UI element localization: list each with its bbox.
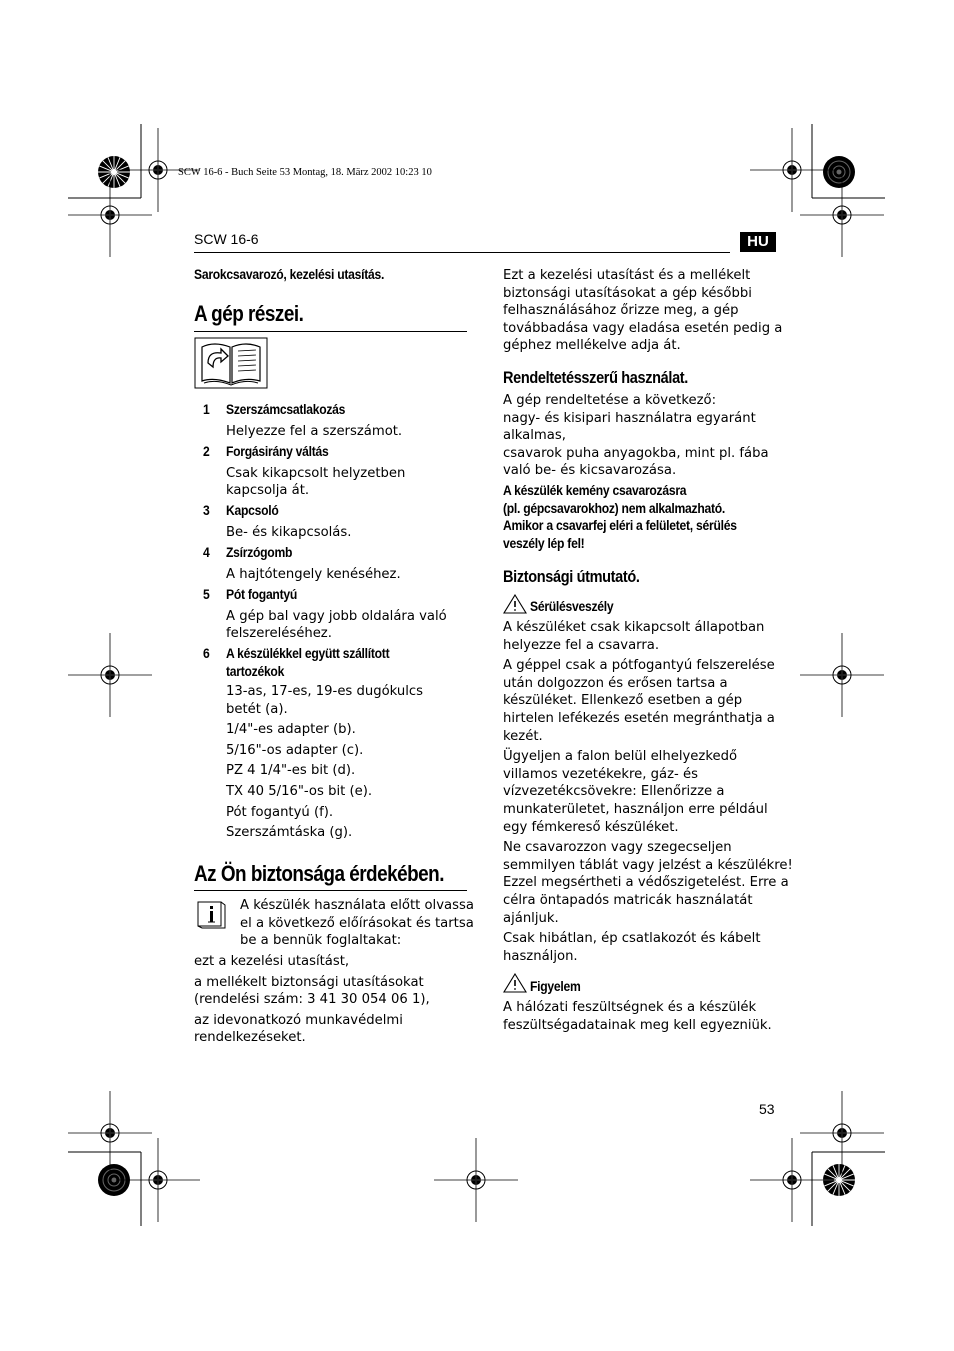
item-title: Zsírzógomb (226, 545, 293, 560)
section-rule-safety (194, 890, 467, 891)
item-title: Szerszámcsatlakozás (226, 402, 346, 417)
item-title: A készülékkel együtt szállított (226, 646, 390, 661)
list-item (203, 401, 467, 443)
item-desc: felszereléséhez. (226, 626, 332, 642)
book-icon (194, 337, 268, 389)
paragraph: az idevonatkozó munkavédelmi rendelkezéseket. (194, 1012, 403, 1046)
section-title-parts: A gép részei. (194, 301, 304, 326)
language-badge (740, 232, 776, 252)
accessory-item: 1/4"-es adapter (b). (226, 722, 356, 738)
item-desc: A gép bal vagy jobb oldalára való (226, 608, 447, 624)
item-number: 5 (203, 587, 210, 602)
item-desc: Be- és kikapcsolás. (226, 524, 352, 540)
parts-list (203, 401, 467, 845)
paragraph: Ügyeljen a falon belül elhelyezkedő villamos vezetékekre, gáz- és vízvezetékcsövekre: Ellenőrizze a munkaterületet, használjon erre például egy fémkereső készüléket. (503, 749, 768, 835)
paragraph: Csak hibátlan, ép csatlakozót és kábelt használjon. (503, 931, 761, 964)
safety-notes (503, 619, 793, 968)
intended-use-warning: A készülék kemény csavarozásra (pl. gépcsavarokhoz) nem alkalmazható. Amikor a csavarfej eléri a felületet, sérülés veszély lép fel! (503, 483, 737, 551)
accessory-item: 5/16"-os adapter (c). (226, 742, 364, 758)
item-desc: Helyezze fel a szerszámot. (226, 423, 403, 439)
item-number: 4 (203, 545, 210, 560)
list-item (203, 586, 467, 645)
item-title: Pót fogantyú (226, 587, 298, 602)
item-number: 2 (203, 444, 210, 459)
accessory-list (226, 683, 467, 842)
paragraph: A géppel csak a pótfogantyú felszerelése után dolgozzon és erősen tartsa a készüléket. Ellenkező esetben a gép hirtelen lefékezés esetén megránthatja a kezét. (503, 658, 775, 744)
item-number: 3 (203, 503, 210, 518)
safety-docs-list (194, 953, 469, 1050)
warning-icon (503, 594, 527, 614)
accessory-item: 13-as, 17-es, 19-es dugókulcs betét (a). (226, 684, 424, 717)
language-badge-text: HU (747, 233, 769, 250)
attention-label: Figyelem (530, 979, 581, 994)
item-title: Forgásirány váltás (226, 444, 329, 459)
info-icon (194, 899, 228, 929)
section-title-safety: Az Ön biztonsága érdekében. (194, 861, 444, 886)
accessory-item: PZ 4 1/4"-es bit (d). (226, 763, 356, 779)
document-subtitle: Sarokcsavarozó, kezelési utasítás. (194, 267, 385, 282)
list-item (203, 502, 467, 544)
paragraph: Ne csavarozzon vagy szegecseljen semmilyen táblát vagy jelzést a készülékre! Ezzel megsértheti a védőszigetelést. Erre a célra öntapadós matricák használatát ajánljuk. (503, 840, 793, 926)
accessory-item: TX 40 5/16"-os bit (e). (226, 783, 373, 799)
section-title-safety-notes: Biztonsági útmutató. (503, 568, 640, 586)
model-header: SCW 16-6 (194, 231, 259, 247)
paragraph: a mellékelt biztonsági utasításokat (rendelési szám: 3 41 30 054 06 1), (194, 974, 430, 1008)
injury-hazard-label: Sérülésveszély (530, 599, 614, 614)
item-title: tartozékok (226, 664, 285, 679)
paragraph: A készüléket csak kikapcsolt állapotban helyezze fel a csavarra. (503, 620, 765, 653)
header-rule (194, 252, 730, 253)
item-desc: kapcsolja át. (226, 483, 310, 499)
page-number: 53 (759, 1101, 775, 1117)
list-item (203, 443, 467, 502)
section-rule-parts (194, 331, 467, 332)
info-note: A készülék használata előtt olvassa el a következő előírásokat és tartsa be a bennük foglaltakat: (240, 898, 474, 949)
item-number: 6 (203, 646, 210, 661)
printer-slug: SCW 16-6 - Buch Seite 53 Montag, 18. März 2002 10:23 10 (178, 167, 432, 178)
warning-icon (503, 973, 527, 993)
list-item (203, 645, 467, 842)
intro-paragraph: Ezt a kezelési utasítást és a mellékelt biztonsági utasításokat a gép későbbi felhasználásához őrizze meg, a gép továbbadása vagy eladása esetén pedig a géphez mellékelve adja át. (503, 268, 783, 354)
item-title: Kapcsoló (226, 503, 279, 518)
accessory-item: Pót fogantyú (f). (226, 804, 334, 820)
section-title-intended-use: Rendeltetésszerű használat. (503, 369, 688, 387)
list-item (203, 544, 467, 586)
paragraph: ezt a kezelési utasítást, (194, 954, 350, 969)
item-number: 1 (203, 402, 210, 417)
accessory-item: Szerszámtáska (g). (226, 825, 353, 841)
intended-use-text: A gép rendeltetése a következő: nagy- és kisipari használatra egyaránt alkalmas, csavarok puha anyagokba, mint pl. fába való be- és kicsavarozása. (503, 393, 769, 479)
item-desc: Csak kikapcsolt helyzetben (226, 465, 406, 481)
attention-text: A hálózati feszültségnek és a készülék feszültségadatainak meg kell egyezniük. (503, 1000, 772, 1033)
item-desc: A hajtótengely kenéséhez. (226, 566, 401, 582)
